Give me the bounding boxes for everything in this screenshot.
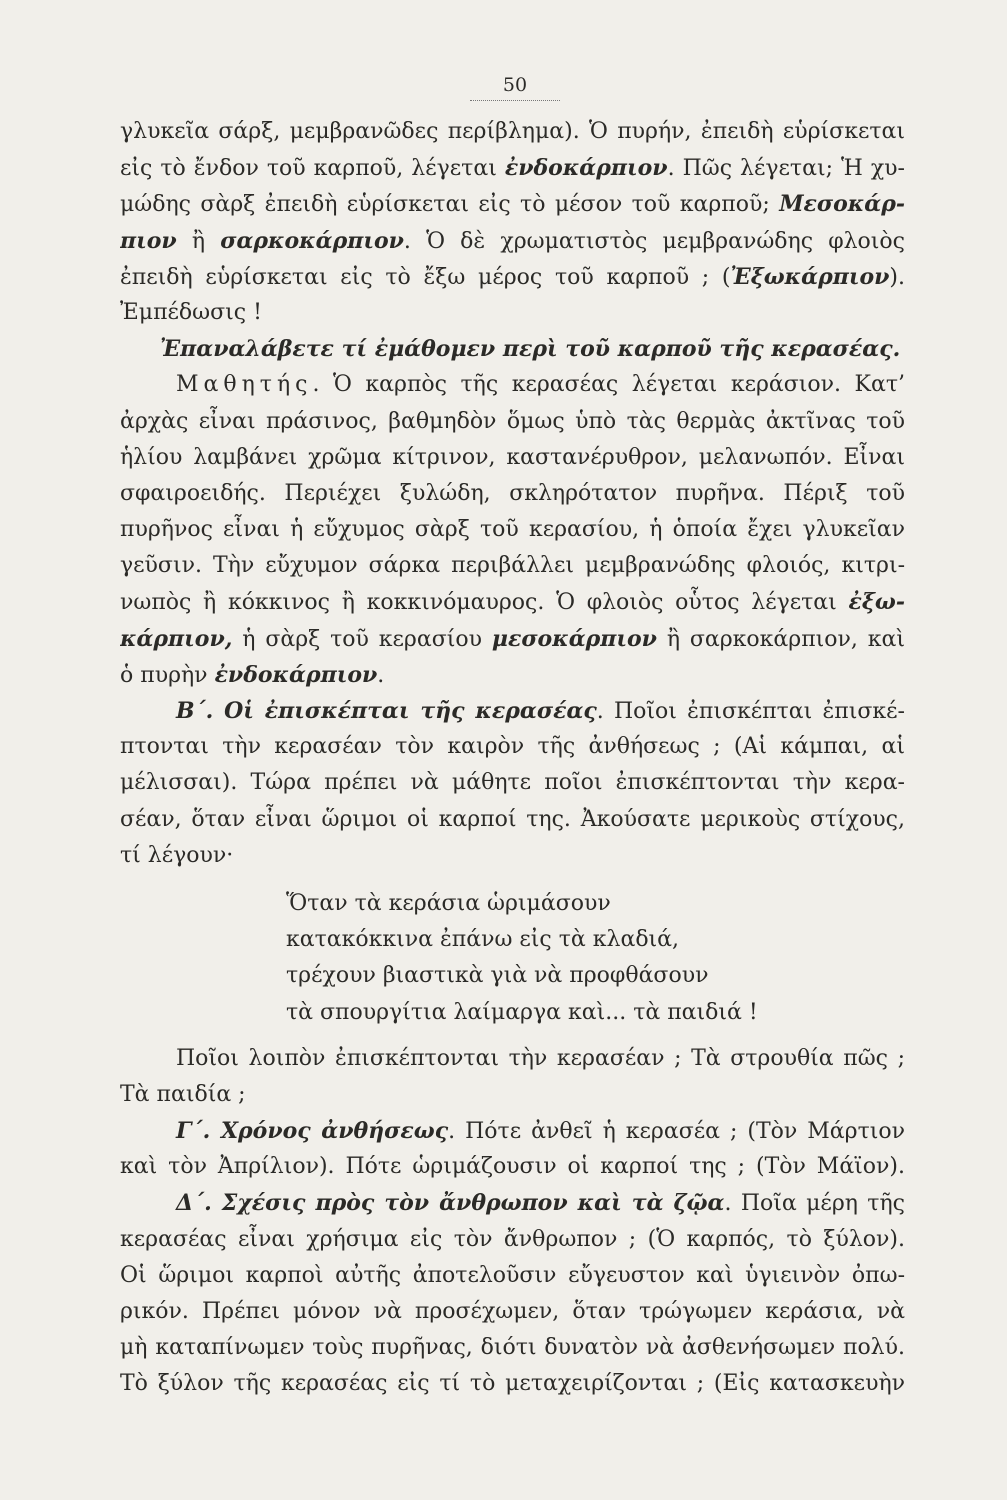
text-run: ἢ [176, 228, 221, 254]
text-line [120, 367, 905, 403]
text-run: . Πότε ἀνθεῖ ἡ κερασέα ; (Τὸν Μάρτιον [448, 1119, 905, 1145]
text-run: κερασέας εἶναι χρήσιμα εἰς τὸν ἄνθρωπον ; (Ὁ καρπός, τὸ ξύλον). [120, 1226, 905, 1252]
emphasized-text: μεσοκάρπιον [491, 625, 657, 652]
text-run: Τὸ ξύλον τῆς κερασέας εἰς τί τὸ μεταχειρίζονται ; (Εἰς κατασκευὴν [120, 1371, 905, 1397]
text-block-1 [120, 114, 905, 874]
text-run: . Ὁ καρπὸς τῆς κερασέας λέγεται κεράσιον. Κατ’ [312, 372, 905, 398]
text-run: . Ὁ δὲ χρωματιστὸς μεμβρανώδης φλοιὸς [403, 228, 905, 254]
text-run: νωπὸς ἢ κόκκινος ἢ κοκκινόμαυρος. Ὁ φλοιὸς οὗτος λέγεται [120, 590, 849, 616]
text-run: Οἱ ὥριμοι καρποὶ αὐτῆς ἀποτελοῦσιν εὔγευστον καὶ ὑγιεινὸν ὀπω- [120, 1262, 905, 1288]
text-line [120, 657, 905, 693]
emphasized-text: ἐνδοκάρπιον [214, 661, 378, 688]
text-run: τί λέγουν· [120, 842, 234, 868]
text-line [120, 838, 905, 874]
emphasized-text: Ἐπαναλάβετε τί ἐμάθομεν περὶ τοῦ καρποῦ τῆς κερασέας. [160, 336, 901, 363]
text-line [120, 331, 905, 367]
text-run: . [377, 662, 385, 688]
text-run: μώδης σὰρξ ἐπειδὴ εὑρίσκεται εἰς τὸ μέσον τοῦ καρποῦ; [120, 192, 780, 218]
text-line [120, 476, 905, 512]
emphasized-text: Μεσοκάρ- [779, 191, 905, 218]
text-run: . Πῶς λέγεται; Ἡ χυ- [667, 156, 905, 182]
emphasized-text: κάρπιον, [120, 625, 233, 652]
text-line [120, 802, 905, 838]
text-line [120, 150, 905, 186]
text-line [120, 765, 905, 801]
text-line [120, 1041, 905, 1077]
emphasized-text: ἐνδοκάρπιον [504, 155, 668, 182]
poem-verse: κατακόκκινα ἐπάνω εἰς τὰ κλαδιά, [286, 927, 680, 953]
text-run: Ἐμπέδωσις ! [120, 299, 262, 325]
poem-verse: τὰ σπουργίτια λαίμαργα καὶ... τὰ παιδιά ! [286, 999, 758, 1025]
text-run: ὁ πυρὴν [120, 662, 215, 688]
text-run: ἡλίου λαμβάνει χρῶμα κίτρινον, καστανέρυθρον, μελανωπόν. Εἶναι [120, 444, 905, 470]
text-run: πτονται τὴν κερασέαν τὸν καιρὸν τῆς ἀνθήσεως ; (Αἱ κάμπαι, αἱ [120, 734, 905, 760]
emphasized-text: Δ΄. Σχέσις πρὸς τὸν ἄνθρωπον καὶ τὰ ζῷα [176, 1190, 725, 1217]
text-run: ἐπειδὴ εὑρίσκεται εἰς τὸ ἔξω μέρος τοῦ καρποῦ ; ( [120, 264, 731, 290]
text-run: ἀρχὰς εἶναι πράσινος, βαθμηδὸν ὅμως ὑπὸ τὰς θερμὰς ἀκτῖνας τοῦ [120, 408, 905, 434]
poem [120, 886, 905, 1031]
text-line [120, 584, 905, 620]
emphasized-text: σαρκοκάρπιον [220, 227, 404, 254]
text-run: ἡ σὰρξ τοῦ κερασίου [232, 626, 492, 652]
text-line [120, 729, 905, 765]
emphasized-text: Ἐξωκάρπιον [730, 263, 890, 290]
text-line [120, 1185, 905, 1221]
text-line [120, 440, 905, 476]
text-line [120, 1294, 905, 1330]
text-run: Τὰ παιδία ; [120, 1081, 246, 1107]
text-run: μὴ καταπίνωμεν τοὺς πυρῆνας, διότι δυνατὸν νὰ ἀσθενήσωμεν πολύ. [120, 1335, 905, 1361]
text-run: . Ποῖα μέρη τῆς [724, 1191, 905, 1217]
text-line [120, 512, 905, 548]
text-line [120, 1258, 905, 1294]
text-line [120, 1366, 905, 1402]
text-block-2 [120, 1041, 905, 1403]
text-line [120, 1077, 905, 1113]
text-line [120, 223, 905, 259]
text-line [120, 1330, 905, 1366]
emphasized-text: ἐξω- [848, 589, 905, 616]
text-line [120, 404, 905, 440]
text-run: καὶ τὸν Ἀπρίλιον). Πότε ὡριμάζουσιν οἱ καρποί της ; (Τὸν Μάϊον). [120, 1154, 905, 1180]
text-line [120, 1113, 905, 1149]
text-line [120, 114, 905, 150]
text-run: εἰς τὸ ἔνδον τοῦ καρποῦ, λέγεται [120, 156, 505, 182]
text-run: σέαν, ὅταν εἶναι ὥριμοι οἱ καρποί της. Ἀκούσατε μερικοὺς στίχους, [120, 806, 905, 832]
text-line [120, 295, 905, 331]
text-line [120, 621, 905, 657]
text-line [120, 259, 905, 295]
text-run: μέλισσαι). Τώρα πρέπει νὰ μάθητε ποῖοι ἐπισκέπτονται τὴν κερα- [120, 770, 905, 796]
emphasized-text: πιον [120, 227, 177, 254]
text-run: . Ποῖοι ἐπισκέπται ἐπισκέ- [596, 699, 905, 724]
emphasized-text: Γ΄. Χρόνος ἀνθήσεως [176, 1118, 449, 1145]
text-run: Μαθητής [176, 372, 313, 398]
text-line [120, 548, 905, 584]
poem-verse: τρέχουν βιαστικὰ γιὰ νὰ προφθάσουν [286, 963, 709, 989]
text-run: γεῦσιν. Τὴν εὔχυμον σάρκα περιβάλλει μεμβρανώδης φλοιός, κιτρι- [120, 553, 905, 579]
text-run: πυρῆνος εἶναι ἡ εὔχυμος σὰρξ τοῦ κερασίου, ἡ ὁποία ἔχει γλυκεῖαν [120, 517, 905, 543]
text-run: ). [889, 264, 905, 290]
text-line [120, 693, 905, 729]
text-run: σφαιροειδής. Περιέχει ξυλώδη, σκληρότατον πυρῆνα. Πέριξ τοῦ [120, 480, 905, 506]
emphasized-text: Β΄. Οἱ ἐπισκέπται τῆς κερασέας [176, 698, 597, 724]
text-run: Ποῖοι λοιπὸν ἐπισκέπτονται τὴν κερασέαν ; Τὰ στρουθία πῶς ; [176, 1045, 905, 1071]
poem-verse: Ὅταν τὰ κεράσια ὡριμάσουν [286, 890, 611, 916]
text-line [120, 186, 905, 222]
page-number: 50 [470, 74, 560, 101]
page-text [120, 114, 905, 1403]
text-run: ρικόν. Πρέπει μόνον νὰ προσέχωμεν, ὅταν τρώγωμεν κεράσια, νὰ [120, 1299, 905, 1324]
text-line [120, 1149, 905, 1185]
text-run: ἢ σαρκοκάρπιον, καὶ [656, 626, 905, 652]
text-line [120, 1222, 905, 1258]
text-run: γλυκεῖα σάρξ, μεμβρανῶδες περίβλημα). Ὁ πυρήν, ἐπειδὴ εὑρίσκεται [120, 119, 905, 144]
